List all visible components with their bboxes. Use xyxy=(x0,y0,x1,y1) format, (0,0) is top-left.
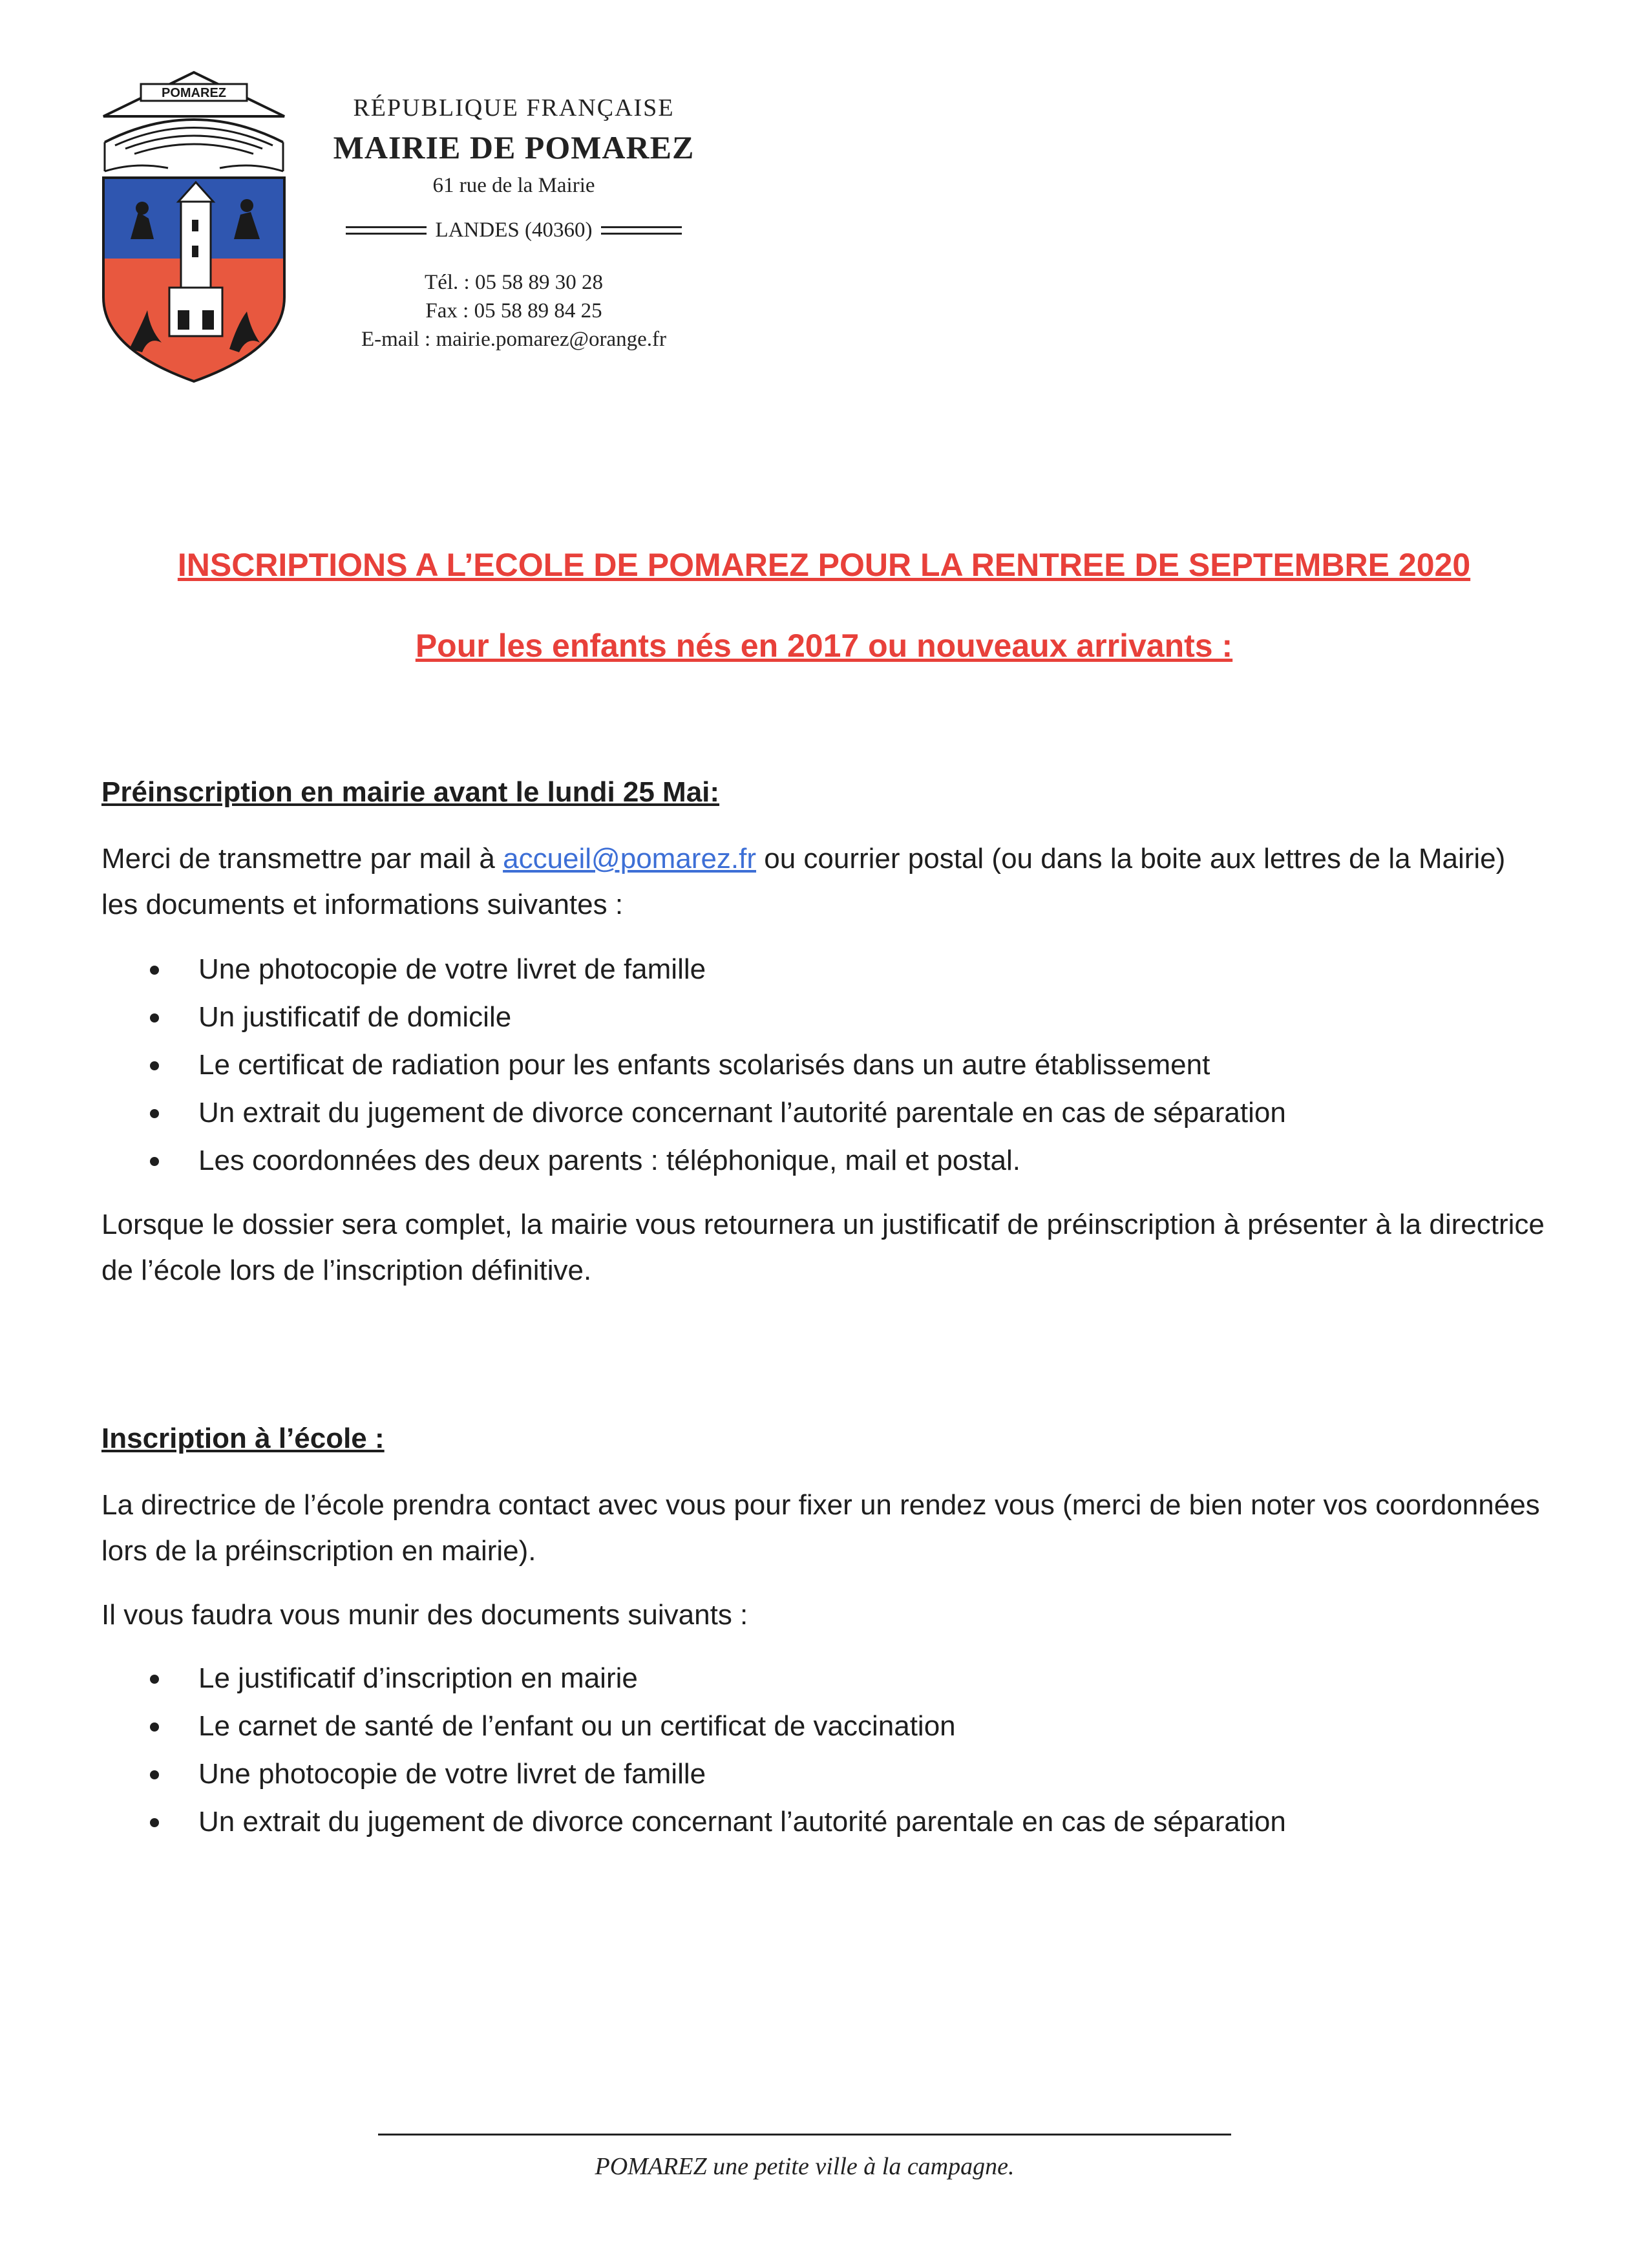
list-item: Un justificatif de domicile xyxy=(101,993,1549,1041)
double-rule-left xyxy=(346,226,427,235)
list-item: Les coordonnées des deux parents : téléphonique, mail et postal. xyxy=(101,1137,1549,1185)
mairie-name: MAIRIE DE POMAREZ xyxy=(333,129,695,165)
intro-text-after: ou courrier postal (ou dans la boite aux lettres de la Mairie) les documents et informations suivantes : xyxy=(101,843,1506,920)
rendezvous-paragraph: La directrice de l’école prendra contact avec vous pour fixer un rendez vous (merci de bien noter vos coordonnées lors de la préinscription en mairie). xyxy=(101,1489,1540,1567)
section-preinscription xyxy=(101,769,1549,1293)
email-link[interactable]: accueil@pomarez.fr xyxy=(503,843,757,874)
section-inscription xyxy=(101,1415,1549,1846)
list-item: Le carnet de santé de l’enfant ou un certificat de vaccination xyxy=(101,1702,1549,1750)
list-item: Une photocopie de votre livret de famille xyxy=(101,946,1549,993)
department-row xyxy=(326,218,701,242)
intro-paragraph xyxy=(101,836,1549,927)
street-address: 61 rue de la Mairie xyxy=(432,174,595,197)
department-text: LANDES (40360) xyxy=(435,218,593,242)
footer-rule xyxy=(378,2134,1231,2136)
footer-town: POMAREZ xyxy=(595,2153,707,2180)
list-item: Une photocopie de votre livret de famille xyxy=(101,1750,1549,1798)
documents-intro-paragraph: Il vous faudra vous munir des documents suivants : xyxy=(101,1599,748,1631)
fax-number: Fax : 05 58 89 84 25 xyxy=(425,299,602,323)
phone-number: Tél. : 05 58 89 30 28 xyxy=(425,271,603,294)
list-item: Le certificat de radiation pour les enfants scolarisés dans un autre établissement xyxy=(101,1041,1549,1089)
preinscription-document-list xyxy=(101,946,1549,1185)
closing-paragraph: Lorsque le dossier sera complet, la mairie vous retournera un justificatif de préinscription à présenter à la directrice de l’école lors de l’inscription définitive. xyxy=(101,1209,1545,1286)
section-heading-inscription: Inscription à l’école : xyxy=(101,1423,385,1454)
inscription-document-list xyxy=(101,1655,1549,1846)
footer-slogan-text: une petite ville à la campagne. xyxy=(706,2153,1015,2180)
crest-banner-text: POMAREZ xyxy=(162,86,226,100)
list-item: Un extrait du jugement de divorce concernant l’autorité parentale en cas de séparation xyxy=(101,1089,1549,1137)
list-item: Le justificatif d’inscription en mairie xyxy=(101,1655,1549,1702)
intro-text-before: Merci de transmettre par mail à xyxy=(101,843,503,874)
double-rule-right xyxy=(601,226,682,235)
footer-slogan xyxy=(378,2152,1231,2181)
list-item: Un extrait du jugement de divorce concernant l’autorité parentale en cas de séparation xyxy=(101,1798,1549,1846)
email-address: E-mail : mairie.pomarez@orange.fr xyxy=(361,328,666,351)
contact-block xyxy=(326,268,701,354)
document-subtitle: Pour les enfants nés en 2017 ou nouveaux arrivants : xyxy=(415,628,1233,664)
letterhead xyxy=(326,94,701,354)
town-crest-logo xyxy=(97,65,291,388)
country-name: RÉPUBLIQUE FRANÇAISE xyxy=(353,94,675,122)
document-title: INSCRIPTIONS A L’ECOLE DE POMAREZ POUR LA RENTREE DE SEPTEMBRE 2020 xyxy=(177,547,1471,583)
section-heading-preinscription: Préinscription en mairie avant le lundi 25 Mai: xyxy=(101,776,720,808)
